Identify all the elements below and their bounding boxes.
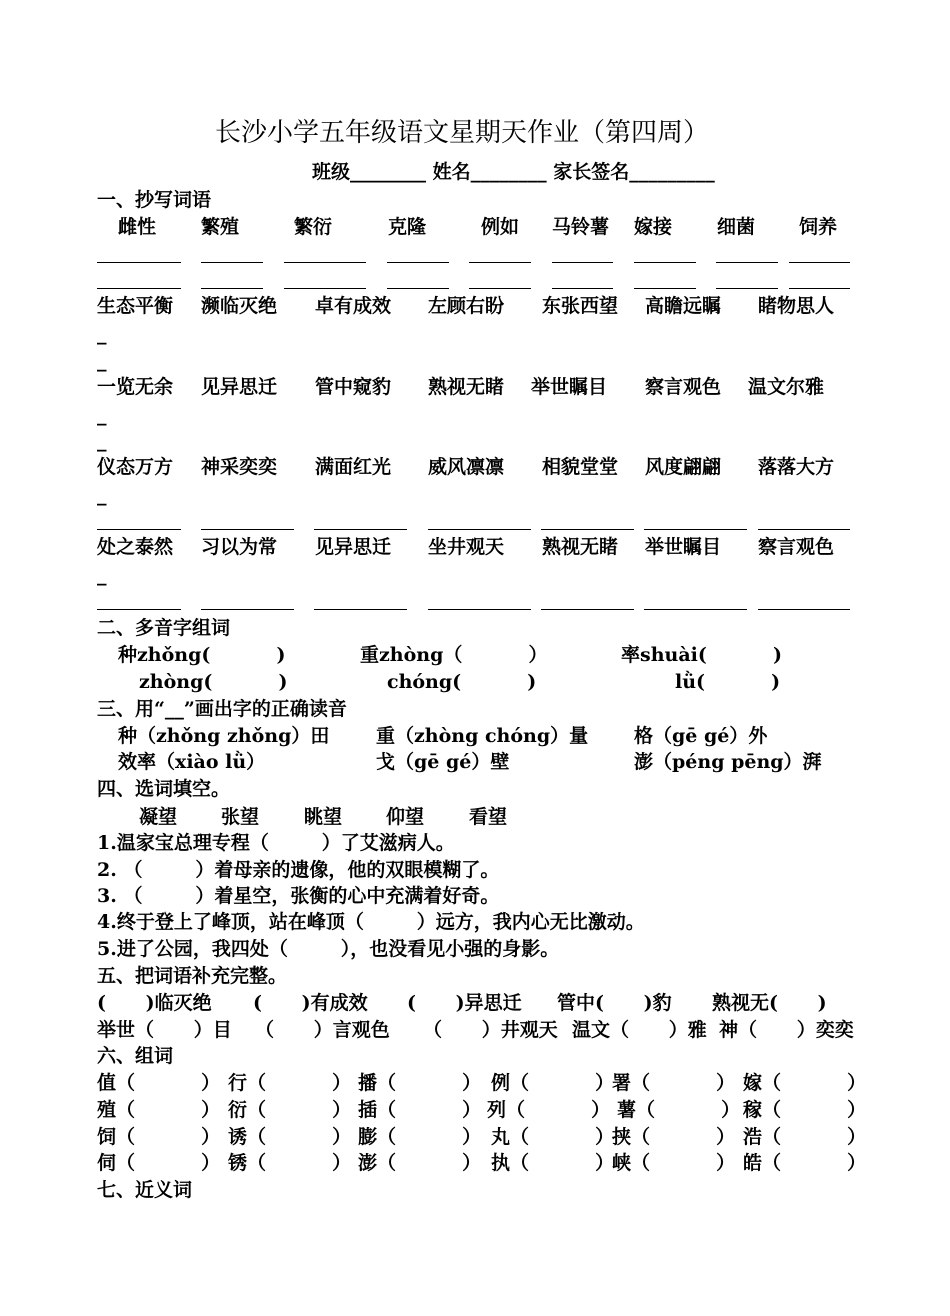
reading-item: 格（gē gé）外 — [634, 725, 768, 747]
writing-line — [314, 529, 407, 530]
writing-line — [314, 609, 407, 610]
word-item: 风度翩翩 — [645, 456, 722, 478]
writing-line — [97, 609, 181, 610]
idiom-blank: ( )有成效 — [253, 992, 368, 1014]
idiom-blank: （ ）言观色 — [255, 1019, 390, 1041]
group-word-item: 列（ ） — [487, 1099, 611, 1121]
writing-line — [201, 609, 294, 610]
word-item: 生态平衡 — [97, 295, 174, 317]
word-item: 察言观色 — [645, 376, 722, 398]
word-item: 举世瞩目 — [531, 376, 608, 398]
writing-line — [284, 288, 366, 289]
group-word-item: 稼（ ） — [743, 1099, 867, 1121]
page-title: 长沙小学五年级语文星期天作业（第四周） — [215, 118, 710, 148]
writing-line — [789, 262, 850, 263]
writing-line — [634, 262, 696, 263]
word-item: 东张西望 — [542, 295, 619, 317]
idiom-blank: ( )异思迁 — [407, 992, 522, 1014]
writing-line — [201, 288, 263, 289]
polyphone-item: chóng( ) — [387, 671, 537, 693]
idiom-blank: 熟视无( ) — [712, 992, 827, 1014]
group-word-item: 饲（ ） — [97, 1126, 221, 1148]
writing-line — [789, 288, 850, 289]
word-item: 温文尔雅 — [748, 376, 825, 398]
writing-line — [758, 529, 850, 530]
section-5-heading: 五、把词语补充完整。 — [97, 965, 288, 987]
reading-item: 重（zhòng chóng）量 — [376, 725, 589, 747]
group-word-item: 膨（ ） — [358, 1126, 482, 1148]
choice-word: 凝望 — [139, 806, 178, 828]
word-item: 睹物思人 — [758, 295, 835, 317]
idiom-blank: 温文（ ）雅 — [572, 1019, 707, 1041]
section-4-heading: 四、选词填空。 — [97, 778, 231, 800]
group-word-item: 执（ ） — [491, 1152, 615, 1174]
writing-line — [644, 529, 747, 530]
idiom-blank: 神（ ）奕奕 — [719, 1019, 854, 1041]
dash-mark: _ — [97, 484, 107, 506]
group-word-item: 行（ ） — [228, 1072, 352, 1094]
reading-item: 种（zhǒng zhǒng）田 — [118, 725, 330, 747]
word-item: 嫁接 — [634, 216, 673, 238]
group-word-item: 署（ ） — [612, 1072, 736, 1094]
writing-line — [552, 288, 613, 289]
writing-line — [634, 288, 696, 289]
writing-line — [541, 609, 634, 610]
reading-item: 效率（xiào lǜ） — [118, 751, 266, 773]
word-item: 细菌 — [717, 216, 756, 238]
writing-line — [758, 609, 850, 610]
writing-line — [284, 262, 366, 263]
writing-line — [716, 288, 778, 289]
word-item: 神采奕奕 — [201, 456, 278, 478]
writing-line — [97, 262, 181, 263]
word-item: 高瞻远瞩 — [645, 295, 722, 317]
dash-mark: _ — [97, 564, 107, 586]
group-word-item: 值（ ） — [97, 1072, 221, 1094]
writing-line — [428, 609, 531, 610]
word-item: 一览无余 — [97, 376, 174, 398]
group-word-item: 衍（ ） — [228, 1099, 352, 1121]
word-item: 熟视无睹 — [428, 376, 505, 398]
reading-item: 戈（gē gé）壁 — [376, 751, 510, 773]
polyphone-item: 率shuài( ) — [621, 644, 782, 666]
writing-line — [469, 288, 531, 289]
writing-line — [469, 262, 531, 263]
writing-line — [387, 262, 449, 263]
polyphone-item: 种zhǒng( ) — [118, 644, 286, 666]
word-item: 繁衍 — [294, 216, 333, 238]
word-item: 雌性 — [118, 216, 157, 238]
dash-mark: _ — [97, 323, 107, 345]
group-word-item: 殖（ ） — [97, 1099, 221, 1121]
word-item: 见异思迁 — [315, 536, 392, 558]
writing-line — [97, 529, 181, 530]
choice-word: 看望 — [469, 806, 508, 828]
word-item: 举世瞩目 — [645, 536, 722, 558]
group-word-item: 伺（ ） — [97, 1152, 221, 1174]
writing-line — [428, 529, 531, 530]
fill-sentence: 2. （ ）着母亲的遗像，他的双眼模糊了。 — [97, 859, 500, 881]
word-item: 濒临灭绝 — [201, 295, 278, 317]
idiom-blank: 管中( )豹 — [557, 992, 672, 1014]
writing-line — [644, 609, 747, 610]
group-word-item: 峡（ ） — [612, 1152, 736, 1174]
idiom-blank: ( )临灭绝 — [97, 992, 212, 1014]
idiom-blank: （ ）井观天 — [423, 1019, 558, 1041]
group-word-item: 薯（ ） — [617, 1099, 741, 1121]
word-item: 处之泰然 — [97, 536, 174, 558]
polyphone-item: 重zhòng（ ） — [360, 644, 548, 666]
choice-word: 张望 — [221, 806, 260, 828]
group-word-item: 播（ ） — [358, 1072, 482, 1094]
fill-sentence: 5.进了公园，我四处（ ），也没看见小强的身影。 — [97, 938, 560, 960]
section-7-heading: 七、近义词 — [97, 1179, 193, 1201]
writing-line — [387, 288, 449, 289]
group-word-item: 浩（ ） — [743, 1126, 867, 1148]
idiom-blank: 举世（ ）目 — [97, 1019, 232, 1041]
word-item: 威风凛凛 — [428, 456, 505, 478]
section-6-heading: 六、组词 — [97, 1045, 174, 1067]
group-word-item: 丸（ ） — [491, 1126, 615, 1148]
word-item: 坐井观天 — [428, 536, 505, 558]
group-word-item: 插（ ） — [358, 1099, 482, 1121]
word-item: 卓有成效 — [315, 295, 392, 317]
writing-line — [97, 288, 181, 289]
group-word-item: 例（ ） — [491, 1072, 615, 1094]
word-item: 管中窥豹 — [315, 376, 392, 398]
polyphone-item: lǜ( ) — [675, 671, 781, 693]
group-word-item: 锈（ ） — [228, 1152, 352, 1174]
section-3-heading: 三、用“__”画出字的正确读音 — [97, 698, 347, 720]
choice-word: 仰望 — [386, 806, 425, 828]
fill-sentence: 4.终于登上了峰顶，站在峰顶（ ）远方，我内心无比激动。 — [97, 911, 645, 933]
word-item: 察言观色 — [758, 536, 835, 558]
polyphone-item: zhòng( ) — [139, 671, 288, 693]
group-word-item: 皓（ ） — [743, 1152, 867, 1174]
writing-line — [552, 262, 613, 263]
word-item: 见异思迁 — [201, 376, 278, 398]
section-1-heading: 一、抄写词语 — [97, 189, 212, 211]
word-item: 例如 — [481, 216, 520, 238]
section-2-heading: 二、多音字组词 — [97, 617, 231, 639]
word-item: 熟视无睹 — [542, 536, 619, 558]
dash-mark: _ — [97, 350, 107, 372]
word-item: 满面红光 — [315, 456, 392, 478]
writing-line — [541, 529, 634, 530]
writing-line — [201, 529, 294, 530]
word-item: 仪态万方 — [97, 456, 174, 478]
group-word-item: 诱（ ） — [228, 1126, 352, 1148]
info-line: 班级________ 姓名________ 家长签名_________ — [312, 161, 715, 183]
fill-sentence: 3. （ ）着星空，张衡的心中充满着好奇。 — [97, 885, 500, 907]
writing-line — [716, 262, 778, 263]
word-item: 左顾右盼 — [428, 295, 505, 317]
word-item: 相貌堂堂 — [542, 456, 619, 478]
word-item: 落落大方 — [758, 456, 835, 478]
word-item: 习以为常 — [201, 536, 278, 558]
group-word-item: 挟（ ） — [612, 1126, 736, 1148]
word-item: 马铃薯 — [552, 216, 610, 238]
word-item: 饲养 — [799, 216, 838, 238]
choice-word: 眺望 — [304, 806, 343, 828]
group-word-item: 澎（ ） — [358, 1152, 482, 1174]
dash-mark: _ — [97, 430, 107, 452]
word-item: 繁殖 — [201, 216, 240, 238]
group-word-item: 嫁（ ） — [743, 1072, 867, 1094]
dash-mark: _ — [97, 404, 107, 426]
word-item: 克隆 — [388, 216, 427, 238]
fill-sentence: 1.温家宝总理专程（ ）了艾滋病人。 — [97, 832, 455, 854]
writing-line — [201, 262, 263, 263]
reading-item: 澎（péng pēng）湃 — [634, 751, 822, 773]
